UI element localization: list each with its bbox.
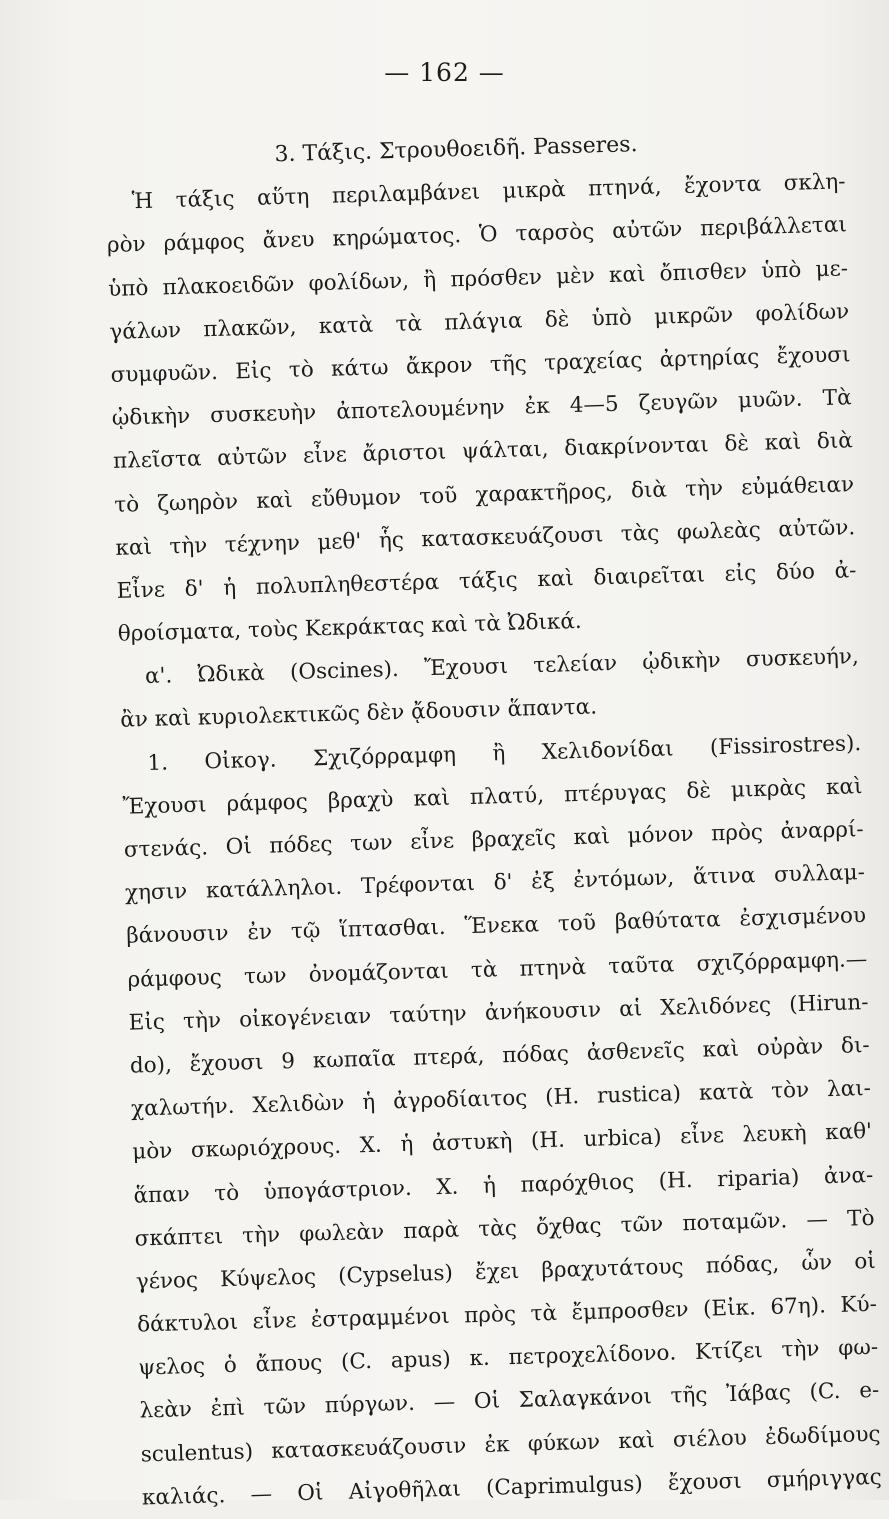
text-line: γάλων πλακῶν, κατὰ τὰ πλάγια δὲ ὑπὸ μικρῶν φολίδων bbox=[109, 299, 850, 345]
text-line: βάνουσιν ἐν τῷ ἵπτασθαι. Ἕνεκα τοῦ βαθύτατα ἐσχισμένου bbox=[125, 903, 867, 950]
text-line: λεὰν ἐπὶ τῶν πύργων. — Οἱ Σαλαγκάνοι τῆς Ἰάβας (C. e- bbox=[139, 1378, 880, 1424]
text-line: σκάπτει τὴν φωλεὰν παρὰ τὰς ὄχθας τῶν ποταμῶν. — Τὸ bbox=[134, 1205, 875, 1252]
text-line: τὸ ζωηρὸν καὶ εὔθυμον τοῦ χαρακτῆρος, διὰ τὴν εὐμάθειαν bbox=[113, 471, 855, 518]
text-line: θροίσματα, τοὺς Κεκράκτας καὶ τὰ Ὠδικά. bbox=[117, 608, 583, 647]
text-line: δάκτυλοι εἶνε ἐστραμμένοι πρὸς τὰ ἔμπροσθεν (Εἰκ. 67η). Κύ- bbox=[136, 1291, 878, 1338]
text-line: sculentus) κατασκευάζουσιν ἐκ φύκων καὶ σιέλου ἐδωδίμους bbox=[140, 1421, 881, 1468]
text-line: συμφυῶν. Εἰς τὸ κάτω ἄκρον τῆς τραχείας ἀρτηρίας ἔχουσι bbox=[110, 342, 851, 388]
text-line: ράμφους των ὀνομάζονται τὰ πτηνὰ ταῦτα σχιζόρραμφη.— bbox=[127, 946, 868, 993]
text-line: καλιάς. — Οἱ Αἰγοθῆλαι (Caprimulgus) ἔχουσι σμήριγγας bbox=[141, 1464, 883, 1511]
text-line: do), ἔχουσι 9 κωπαῖα πτερά, πόδας ἀσθενεῖς καὶ οὐρὰν δι- bbox=[129, 1032, 870, 1079]
text-line: ὑπὸ πλακοειδῶν φολίδων, ἢ πρόσθεν μὲν καὶ ὄπισθεν ὑπὸ με- bbox=[107, 255, 849, 302]
text-line: γένος Κύψελος (Cypselus) ἔχει βραχυτάτους πόδας, ὧν οἱ bbox=[135, 1248, 877, 1295]
text-line: χαλωτήν. Χελιδὼν ἡ ἀγροδίαιτος (H. rustica) κατὰ τὸν λαι- bbox=[130, 1076, 872, 1122]
section-heading: 3. Τάξις. Στρουθοειδῆ. Passeres. bbox=[274, 132, 638, 168]
text-line: Ἔχουσι ράμφος βραχὺ καὶ πλατύ, πτέρυγας δὲ μικρὰς καὶ bbox=[122, 773, 863, 820]
text-line: μὸν σκωριόχρους. Χ. ἡ ἀστυκὴ (H. urbica) εἶνε λευκὴ καθ' bbox=[131, 1119, 873, 1165]
text-line: ρὸν ράμφος ἄνευ κηρώματος. Ὁ ταρσὸς αὐτῶν περιβάλλεται bbox=[106, 212, 848, 259]
body-text bbox=[104, 117, 882, 1519]
text-line: ἅπαν τὸ ὑπογάστριον. Χ. ἡ παρόχθιος (H. riparia) ἀνα- bbox=[133, 1162, 874, 1209]
text-line: ψελος ὁ ἄπους (C. apus) κ. πετροχελίδονο. Κτίζει τὴν φω- bbox=[138, 1335, 879, 1381]
text-line: πλεῖστα αὐτῶν εἶνε ἄριστοι ψάλται, διακρίνονται δὲ καὶ διὰ bbox=[112, 428, 854, 475]
subsection-line: α'. Ὠδικὰ (Oscines). Ἔχουσι τελείαν ᾠδικὴν συσκευήν, bbox=[144, 644, 860, 690]
text-line: Εἰς τὴν οἰκογένειαν ταύτην ἀνήκουσιν αἱ Χελιδόνες (Hirun- bbox=[128, 989, 869, 1036]
text-line: Εἶνε δ' ἡ πολυπληθεστέρα τάξις καὶ διαιρεῖται εἰς δύο ἀ- bbox=[116, 558, 857, 604]
page-number: — 162 — bbox=[384, 58, 505, 87]
text-line: Ἡ τάξις αὕτη περιλαμβάνει μικρὰ πτηνά, ἔχοντα σκλη- bbox=[131, 169, 846, 215]
text-line: στενάς. Οἱ πόδες των εἶνε βραχεῖς καὶ μόνον πρὸς ἀναρρί- bbox=[123, 817, 864, 863]
text-line: ἂν καὶ κυριολεκτικῶς δὲν ᾄδουσιν ἅπαντα. bbox=[119, 694, 598, 734]
text-line: καὶ τὴν τέχνην μεθ' ἧς κατασκευάζουσι τὰς φωλεὰς αὐτῶν. bbox=[115, 514, 856, 561]
text-line: ᾠδικὴν συσκευὴν ἀποτελουμένην ἐκ 4—5 ζευγῶν μυῶν. Τὰ bbox=[111, 385, 852, 432]
family-heading-line: 1. Οἰκογ. Σχιζόρραμφη ἢ Χελιδονίδαι (Fissirostres). bbox=[147, 730, 862, 776]
text-line: χησιν κατάλληλοι. Τρέφονται δ' ἐξ ἐντόμων, ἅτινα συλλαμ- bbox=[124, 860, 866, 906]
